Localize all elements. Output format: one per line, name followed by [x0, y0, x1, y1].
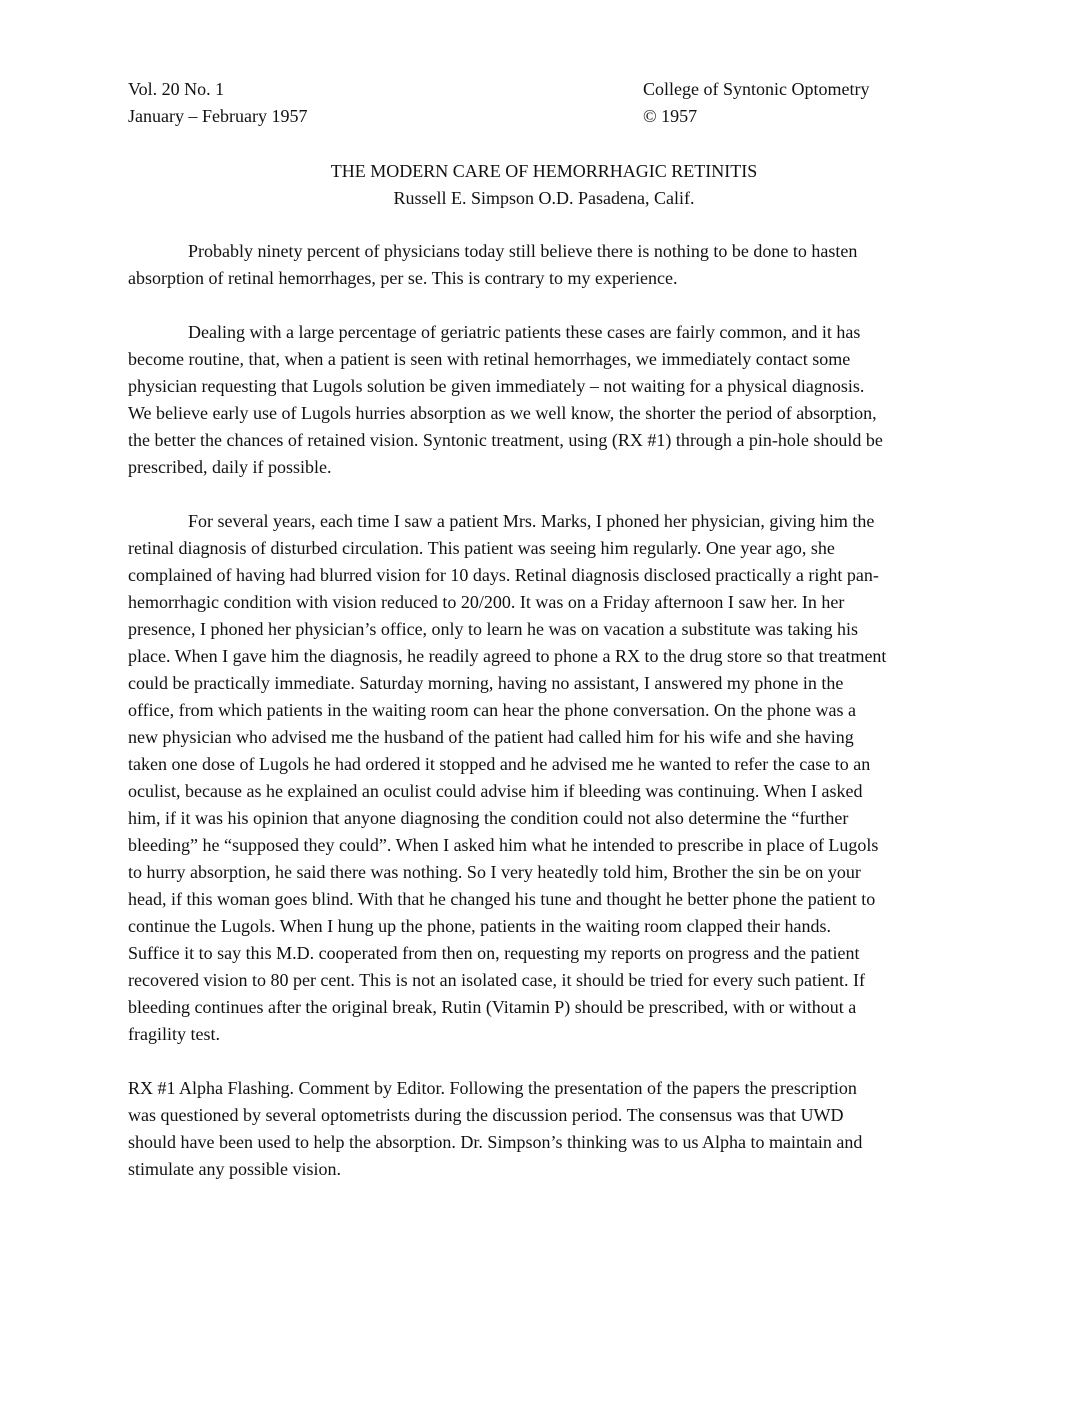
text-line: Dealing with a large percentage of geriatric patients these cases are fairly common, and it has — [188, 322, 861, 342]
text-line: oculist, because as he explained an oculist could advise him if bleeding was continuing. When I asked — [128, 781, 863, 801]
text-line: Probably ninety percent of physicians today still believe there is nothing to be done to hasten — [188, 241, 858, 261]
text-line: absorption of retinal hemorrhages, per se. This is contrary to my experience. — [128, 268, 678, 288]
text-line: For several years, each time I saw a patient Mrs. Marks, I phoned her physician, giving him the — [188, 511, 875, 531]
header-right — [643, 76, 869, 130]
text-line: recovered vision to 80 per cent. This is not an isolated case, it should be tried for every such patient. If — [128, 970, 865, 990]
text-line: was questioned by several optometrists during the discussion period. The consensus was that UWD — [128, 1105, 844, 1125]
text-line: continue the Lugols. When I hung up the phone, patients in the waiting room clapped their hands. — [128, 916, 832, 936]
paragraph — [128, 319, 964, 481]
text-line: prescribed, daily if possible. — [128, 457, 332, 477]
issue-date: January – February 1957 — [128, 106, 308, 126]
copyright: © 1957 — [643, 106, 698, 126]
text-line: presence, I phoned her physician’s office, only to learn he was on vacation a substitute was taking his — [128, 619, 858, 639]
article-title: THE MODERN CARE OF HEMORRHAGIC RETINITIS — [330, 161, 758, 181]
publisher: College of Syntonic Optometry — [643, 79, 870, 99]
text-line: fragility test. — [128, 1024, 220, 1044]
title-block — [128, 158, 960, 212]
text-line: bleeding continues after the original break, Rutin (Vitamin P) should be prescribed, with or without a — [128, 997, 857, 1017]
article-byline: Russell E. Simpson O.D. Pasadena, Calif. — [393, 188, 695, 208]
text-line: stimulate any possible vision. — [128, 1159, 341, 1179]
text-line: become routine, that, when a patient is seen with retinal hemorrhages, we immediately contact some — [128, 349, 851, 369]
text-line: physician requesting that Lugols solution be given immediately – not waiting for a physical diagnosis. — [128, 376, 865, 396]
text-line: bleeding” he “supposed they could”. When I asked him what he intended to prescribe in place of Lugols — [128, 835, 879, 855]
text-line: We believe early use of Lugols hurries absorption as we well know, the shorter the period of absorption, — [128, 403, 877, 423]
text-line: retinal diagnosis of disturbed circulation. This patient was seeing him regularly. One year ago, she — [128, 538, 835, 558]
text-line: taken one dose of Lugols he had ordered it stopped and he advised me he wanted to refer the case to an — [128, 754, 871, 774]
text-line: complained of having had blurred vision for 10 days. Retinal diagnosis disclosed practically a right pan- — [128, 565, 879, 585]
volume-number: Vol. 20 No. 1 — [128, 79, 225, 99]
text-line: the better the chances of retained vision. Syntonic treatment, using (RX #1) through a pin-hole should be — [128, 430, 883, 450]
header-left — [128, 76, 307, 130]
paragraph — [128, 1075, 964, 1183]
text-line: RX #1 Alpha Flashing. Comment by Editor. Following the presentation of the papers the prescription — [128, 1078, 857, 1098]
text-line: hemorrhagic condition with vision reduced to 20/200. It was on a Friday afternoon I saw her. In her — [128, 592, 845, 612]
text-line: to hurry absorption, he said there was nothing. So I very heatedly told him, Brother the sin be on your — [128, 862, 861, 882]
paragraph — [128, 508, 964, 1048]
article-body — [128, 238, 964, 1210]
text-line: office, from which patients in the waiting room can hear the phone conversation. On the phone was a — [128, 700, 856, 720]
text-line: him, if it was his opinion that anyone diagnosing the condition could not also determine the “further — [128, 808, 849, 828]
text-line: could be practically immediate. Saturday morning, having no assistant, I answered my phone in the — [128, 673, 844, 693]
text-line: Suffice it to say this M.D. cooperated from then on, requesting my reports on progress and the patient — [128, 943, 860, 963]
text-line: head, if this woman goes blind. With that he changed his tune and thought he better phone the patient to — [128, 889, 876, 909]
text-line: new physician who advised me the husband of the patient had called him for his wife and she having — [128, 727, 854, 747]
paragraph — [128, 238, 964, 292]
text-line: place. When I gave him the diagnosis, he readily agreed to phone a RX to the drug store so that treatment — [128, 646, 887, 666]
text-line: should have been used to help the absorption. Dr. Simpson’s thinking was to us Alpha to maintain and — [128, 1132, 863, 1152]
